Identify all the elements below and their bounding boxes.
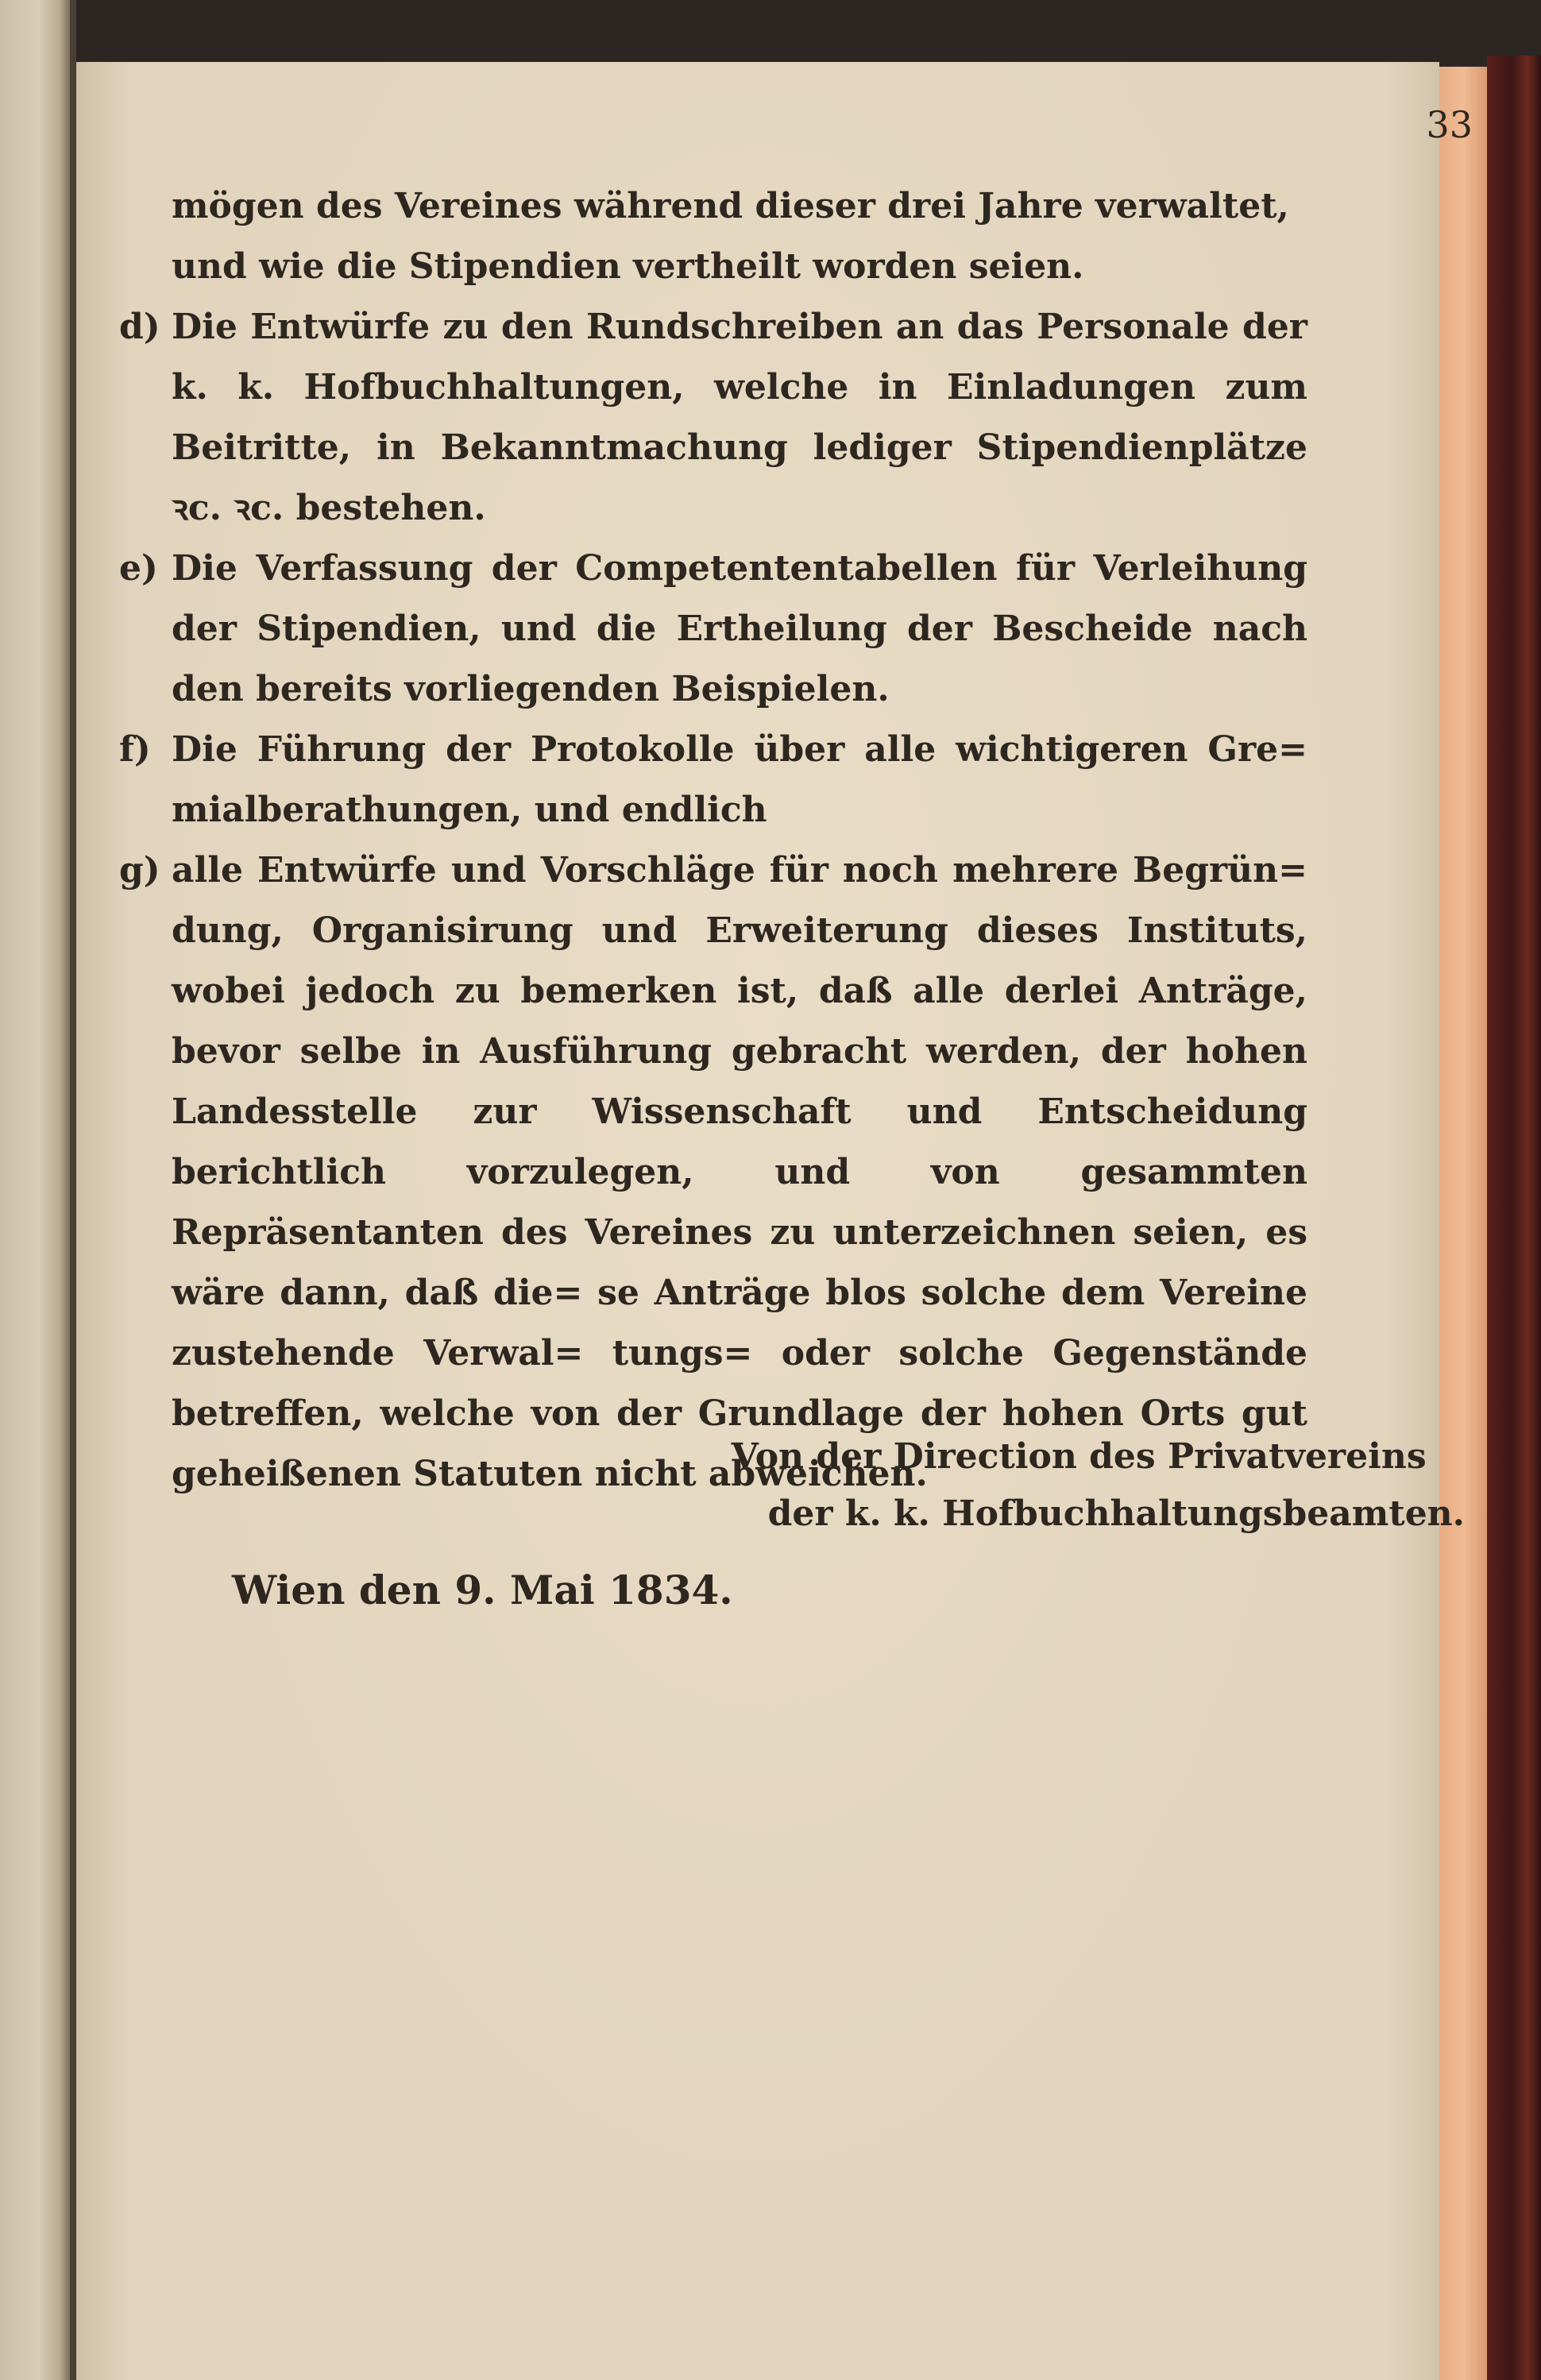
cover-edge — [1439, 67, 1487, 2380]
item-text: Die Verfassung der Competententabellen für Verleihung der Stipendien, und die Ertheilung der Bescheide nach den bereits vorliegenden Beispielen. — [172, 548, 1307, 709]
continuation-line: und wie die Stipendien vertheilt worden seien. — [172, 246, 1084, 287]
dateline: Wien den 9. Mai 1834. — [232, 1567, 733, 1613]
item-text: alle Entwürfe und Vorschläge für noch mehrere Begrün= dung, Organisirung und Erweiterung dieses Instituts, wobei jedoch zu bemerken ist, daß alle derlei Anträge, bevor selbe in Ausführung gebracht werden, der hohen Landesstelle zur Wissenschaft und Entscheidung berichtlich vorzulegen, und von gesammten Repräsentanten des Vereines zu unterzeichnen seien, es wäre dann, daß die= se Anträge blos solche dem Vereine zustehende Verwal= tungs= oder solche Gegenstände betreffen, welche von der Grundlage der hohen Orts gut geheißenen Statuten nicht abweichen. — [172, 850, 1307, 1494]
item-text: Die Entwürfe zu den Rundschreiben an das Personale der k. k. Hofbuchhaltungen, welche in Einladungen zum Beitritte, in Bekanntmachung lediger Stipendienplätze ꝛc. ꝛc. bestehen. — [172, 307, 1307, 528]
signature-block — [732, 1428, 1465, 1543]
signature-line: der k. k. Hofbuchhaltungsbeamten. — [767, 1493, 1465, 1534]
continuation-line: mögen des Vereines während dieser drei Jahre verwaltet, — [172, 186, 1289, 226]
signature-line: Von der Direction des Privatvereins — [731, 1436, 1427, 1477]
item-marker: d) — [119, 307, 160, 347]
book-gutter — [70, 0, 76, 2380]
page-number: 33 — [1426, 103, 1473, 146]
item-marker: g) — [119, 850, 160, 891]
item-text: Die Führung der Protokolle über alle wichtigeren Gre= mialberathungen, und endlich — [172, 729, 1307, 830]
left-page-edge — [0, 0, 70, 2380]
list-item-g — [119, 840, 1307, 1505]
list-item-f — [119, 720, 1307, 840]
item-marker: e) — [119, 548, 158, 589]
item-marker: f) — [119, 729, 151, 770]
list-item-d — [119, 297, 1307, 539]
body-text — [119, 176, 1307, 1505]
list-item-e — [119, 539, 1307, 720]
book-binding — [1487, 56, 1541, 2380]
